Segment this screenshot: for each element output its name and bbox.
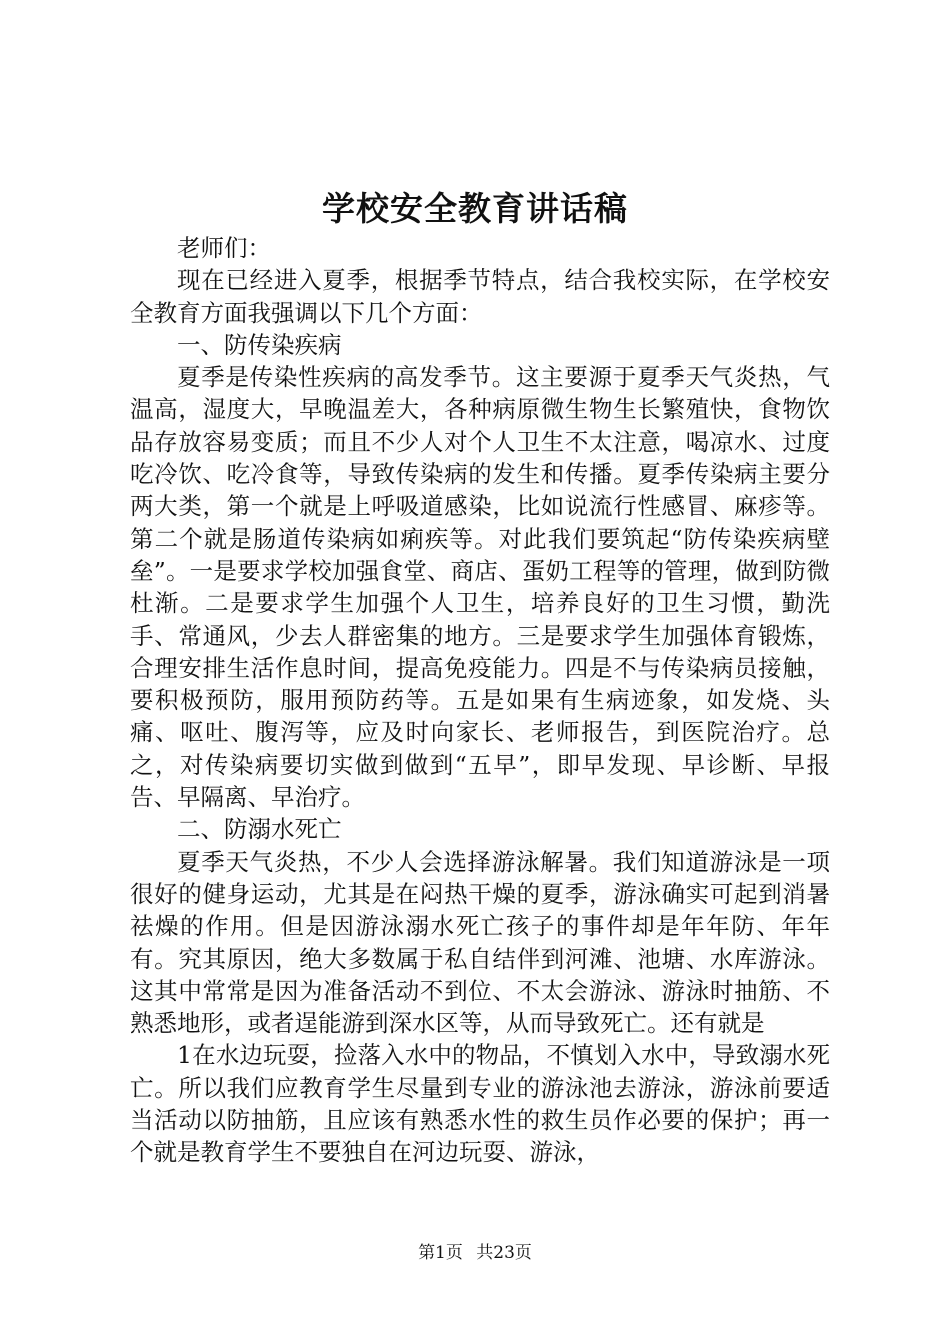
document-body xyxy=(130,232,830,1169)
total-pages: 共23页 xyxy=(476,1243,532,1263)
salutation: 老师们： xyxy=(177,234,271,262)
section-heading-drowning: 二、防溺水死亡 xyxy=(177,815,342,844)
disease-paragraph: 夏季是传染性疾病的高发季节。这主要源于夏季天气炎热，气温高，湿度大，早晚温差大，各种病原微生物生长繁殖快，食物饮品存放容易变质；而且不少人对个人卫生不太注意，喝凉水、过度吃冷饮、吃冷食等，导致传染病的发生和传播。夏季传染病主要分两大类，第一个就是上呼吸道感染，比如说流行性感冒、麻疹等。第二个就是肠道传染病如痢疾等。对此我们要筑起“防传染疾病壁垒”。一是要求学校加强食堂、商店、蛋奶工程等的管理，做到防微杜渐。二是要求学生加强个人卫生，培养良好的卫生习惯，勤洗手、常通风，少去人群密集的地方。三是要求学生加强体育锻炼，合理安排生活作息时间，提高免疫能力。四是不与传染病员接触，要积极预防，服用预防药等。五是如果有生病迹象，如发烧、头痛、呕吐、腹泻等，应及时向家长、老师报告，到医院治疗。总之，对传染病要切实做到做到“五早”，即早发现、早诊断、早报告、早隔离、早治疗。 xyxy=(130,363,830,812)
drowning-paragraph: 夏季天气炎热，不少人会选择游泳解暑。我们知道游泳是一项很好的健身运动，尤其是在闷热干燥的夏季，游泳确实可起到消暑祛燥的作用。但是因游泳溺水死亡孩子的事件却是年年防、年年有。究其原因，绝大多数属于私自结伴到河滩、池塘、水库游泳。这其中常常是因为准备活动不到位、不太会游泳、游泳时抽筋、不熟悉地形，或者逞能游到深水区等，从而导致死亡。还有就是 xyxy=(130,847,830,1038)
page-number: 第1页 xyxy=(418,1243,463,1263)
drowning-paragraph-continued: 1在水边玩耍，捡落入水中的物品，不慎划入水中，导致溺水死亡。所以我们应教育学生尽量到专业的游泳池去游泳，游泳前要适当活动以防抽筋，且应该有熟悉水性的救生员作必要的保护；再一个就是教育学生不要独自在河边玩耍、游泳， xyxy=(130,1041,830,1167)
intro-paragraph: 现在已经进入夏季，根据季节特点，结合我校实际，在学校安全教育方面我强调以下几个方面： xyxy=(130,266,830,327)
document-title: 学校安全教育讲话稿 xyxy=(322,189,628,228)
page-footer xyxy=(0,1241,950,1265)
section-heading-disease: 一、防传染疾病 xyxy=(177,330,342,359)
